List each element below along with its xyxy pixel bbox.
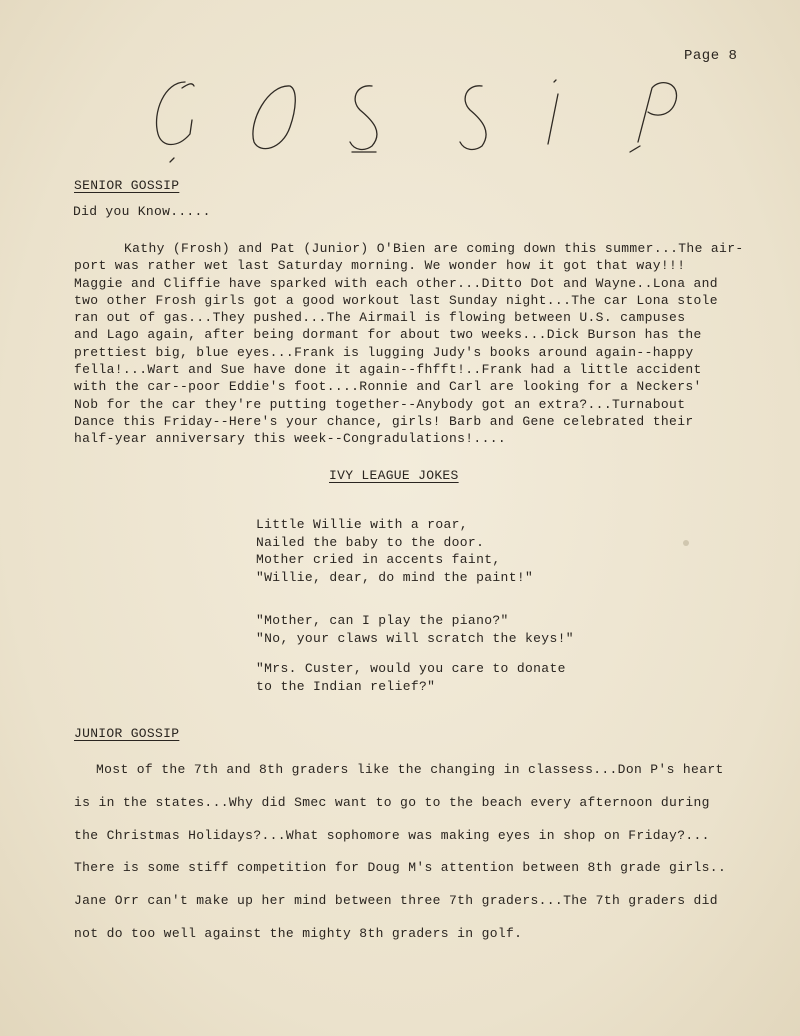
joke-line: "No, your claws will scratch the keys!": [256, 630, 574, 646]
senior-intro: Did you Know.....: [73, 204, 211, 219]
junior-line: is in the states...Why did Smec want to go to the beach every afternoon during: [74, 794, 710, 810]
junior-line: not do too well against the mighty 8th graders in golf.: [74, 925, 523, 941]
junior-gossip-heading: JUNIOR GOSSIP: [74, 726, 180, 741]
senior-line: Dance this Friday--Here's your chance, girls! Barb and Gene celebrated their: [74, 413, 694, 429]
title-letter-g: [157, 82, 192, 145]
senior-line: port was rather wet last Saturday morning. We wonder how it got that way!!!: [74, 258, 686, 274]
joke-line: Nailed the baby to the door.: [256, 534, 485, 550]
joke-2: [256, 612, 574, 647]
joke-line: Little Willie with a roar,: [256, 517, 468, 532]
senior-line: half-year anniversary this week--Congradulations!....: [74, 431, 507, 447]
senior-line: fella!...Wart and Sue have done it again--fhfft!..Frank had a little accident: [74, 362, 702, 378]
joke-3: [256, 660, 566, 695]
title-letter-p: [638, 83, 677, 142]
junior-line: Jane Orr can't make up her mind between three 7th graders...The 7th graders did: [74, 893, 718, 909]
junior-line: There is some stiff competition for Doug M's attention between 8th grade girls..: [74, 860, 727, 876]
junior-line: the Christmas Holidays?...What sophomore was making eyes in shop on Friday?...: [74, 827, 710, 843]
senior-gossip-body: [74, 240, 744, 448]
title-text: GOSSIP: [140, 59, 198, 77]
joke-1: [256, 516, 533, 586]
title-letter-i: [548, 94, 558, 144]
ivy-league-jokes-heading: IVY LEAGUE JOKES: [329, 468, 459, 483]
title-letter-s2: [460, 86, 486, 150]
senior-line: prettiest big, blue eyes...Frank is lugging Judy's books around again--happy: [74, 344, 694, 360]
title-letter-o: [253, 86, 295, 149]
senior-line: ran out of gas...They pushed...The Airmail is flowing between U.S. campuses: [74, 310, 686, 326]
senior-gossip-heading: SENIOR GOSSIP: [74, 178, 180, 193]
paper-speck: [683, 540, 689, 546]
joke-line: "Mrs. Custer, would you care to donate: [256, 661, 566, 676]
senior-line: with the car--poor Eddie's foot....Ronnie and Carl are looking for a Neckers': [74, 379, 702, 395]
junior-gossip-body: [74, 754, 727, 951]
senior-line: and Lago again, after being dormant for about two weeks...Dick Burson has the: [74, 327, 702, 343]
senior-line: Nob for the car they're putting together--Anybody got an extra?...Turnabout: [74, 396, 686, 412]
joke-line: to the Indian relief?": [256, 678, 436, 694]
joke-line: "Mother, can I play the piano?": [256, 613, 509, 628]
joke-line: "Willie, dear, do mind the paint!": [256, 569, 534, 585]
senior-line: two other Frosh girls got a good workout last Sunday night...The car Lona stole: [74, 292, 718, 308]
page-number: Page 8: [684, 48, 738, 64]
title-letter-s: [350, 86, 377, 150]
gossip-title: [140, 59, 700, 172]
senior-line: Kathy (Frosh) and Pat (Junior) O'Bien are coming down this summer...The air-: [124, 241, 744, 256]
senior-line: Maggie and Cliffie have sparked with each other...Ditto Dot and Wayne..Lona and: [74, 275, 718, 291]
joke-line: Mother cried in accents faint,: [256, 552, 501, 567]
junior-line: Most of the 7th and 8th graders like the changing in classess...Don P's heart: [96, 762, 724, 777]
